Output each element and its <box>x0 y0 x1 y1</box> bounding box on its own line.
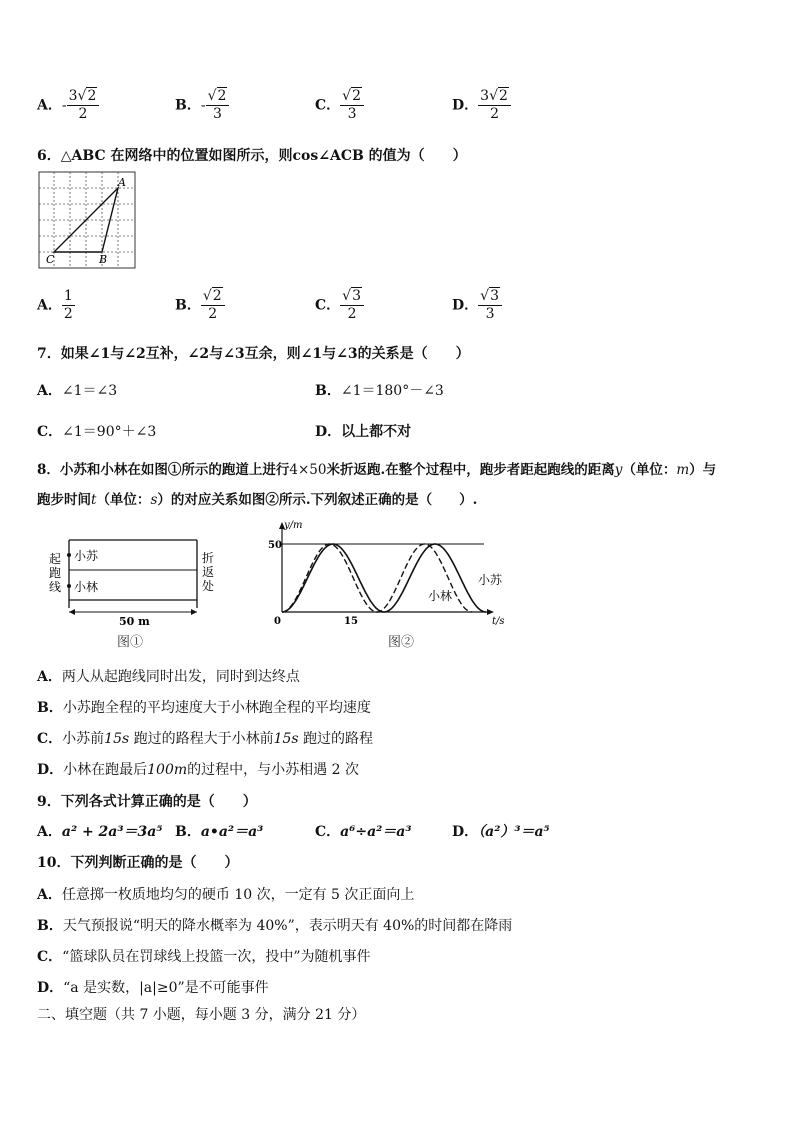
turn-label-1: 折 <box>202 551 215 565</box>
runner-lin-dot <box>67 584 71 588</box>
x-tick-15: 15 <box>344 616 358 627</box>
q7-stem: 7．如果∠1与∠2互补，∠2与∠3互余，则∠1与∠3的关系是（ ） <box>37 346 470 362</box>
runner-lin-label: 小林 <box>74 580 99 594</box>
q6-option-c: C． $\frac{√3}{2}$ <box>315 288 364 323</box>
y-axis-label: y/m <box>284 520 303 531</box>
q10-option-a: A．任意掷一枚质地均匀的硬币 10 次，一定有 5 次正面向上 <box>37 887 415 903</box>
turn-label-3: 处 <box>202 579 215 593</box>
q7-option-b: B．∠1＝180°－∠3 <box>315 383 444 399</box>
q5-option-a: A．- $\frac{3√2}{2}$ <box>37 88 99 123</box>
q10-option-c: C．“篮球队员在罚球线上投篮一次，投中”为随机事件 <box>37 949 371 965</box>
q8-stem-line1: 8．小苏和小林在如图①所示的跑道上进行4×50米折返跑.在整个过程中，跑步者距起跑线的距离y（单位：m）与 <box>37 462 717 478</box>
distance-label: 50 m <box>119 615 150 628</box>
runner-su-dot <box>67 553 71 557</box>
q9-stem: 9．下列各式计算正确的是（ ） <box>37 794 257 810</box>
figure2-caption: 图② <box>388 635 415 650</box>
q5-option-c: C． $\frac{√2}{3}$ <box>315 88 364 123</box>
y-tick-50: 50 <box>268 540 282 551</box>
series-su-curve <box>282 544 486 612</box>
q10-stem: 10．下列判断正确的是（ ） <box>37 855 239 871</box>
turn-label-2: 返 <box>202 565 215 579</box>
q8-option-a: A．两人从起跑线同时出发，同时到达终点 <box>37 669 300 685</box>
x-axis-label: t/s <box>492 616 505 627</box>
q6-option-b: B． $\frac{√2}{2}$ <box>175 288 225 323</box>
q6-option-a: A． $\frac{1}{2}$ <box>37 288 73 322</box>
q9-option-d: D．（a²）³＝a⁵ <box>452 824 550 840</box>
q6-stem: 6．△ABC 在网络中的位置如图所示，则cos∠ACB 的值为（ ） <box>37 148 467 164</box>
q6-option-d: D． $\frac{√3}{3}$ <box>452 288 502 323</box>
start-label-2: 跑 <box>49 566 62 580</box>
q9-option-c: C．a⁶÷a²＝a³ <box>315 824 412 840</box>
q5-option-d: D． $\frac{3√2}{2}$ <box>452 88 511 123</box>
q7-option-a: A．∠1＝∠3 <box>37 383 118 399</box>
q8-figure2-graph <box>268 516 508 652</box>
vertex-a-label: A <box>118 176 126 189</box>
q7-option-d: D．以上都不对 <box>315 424 412 440</box>
q8-stem-line2: 跑步时间t（单位：s）的对应关系如图②所示.下列叙述正确的是（ ）. <box>37 492 478 508</box>
q8-option-c: C．小苏前15s 跑过的路程大于小林前15s 跑过的路程 <box>37 731 374 747</box>
origin-label: 0 <box>274 616 281 627</box>
vertex-b-label: B <box>99 253 108 266</box>
runner-su-label: 小苏 <box>74 549 99 563</box>
q5-option-b: B．- $\frac{√2}{3}$ <box>175 88 229 123</box>
start-label-1: 起 <box>49 552 62 566</box>
q10-option-d: D．“a 是实数，|a|≥0”是不可能事件 <box>37 980 269 996</box>
q8-option-d: D．小林在跑最后100m的过程中，与小苏相遇 2 次 <box>37 762 359 778</box>
vertex-c-label: C <box>46 253 55 266</box>
series-su-label: 小苏 <box>478 573 503 587</box>
section-2-heading: 二、填空题（共 7 小题，每小题 3 分，满分 21 分） <box>37 1007 366 1023</box>
series-lin-label: 小林 <box>428 589 453 603</box>
start-label-3: 线 <box>49 580 62 594</box>
q9-option-a: A．a² + 2a³＝3a⁵ <box>37 824 163 840</box>
q6-grid-figure <box>38 171 138 271</box>
q8-figure1-track <box>45 530 235 652</box>
q9-option-b: B．a•a²＝a³ <box>175 824 264 840</box>
figure1-caption: 图① <box>117 635 144 650</box>
q7-option-c: C．∠1＝90°＋∠3 <box>37 424 157 440</box>
q8-option-b: B．小苏跑全程的平均速度大于小林跑全程的平均速度 <box>37 700 371 716</box>
q10-option-b: B．天气预报说“明天的降水概率为 40%”，表示明天有 40%的时间都在降雨 <box>37 918 513 934</box>
